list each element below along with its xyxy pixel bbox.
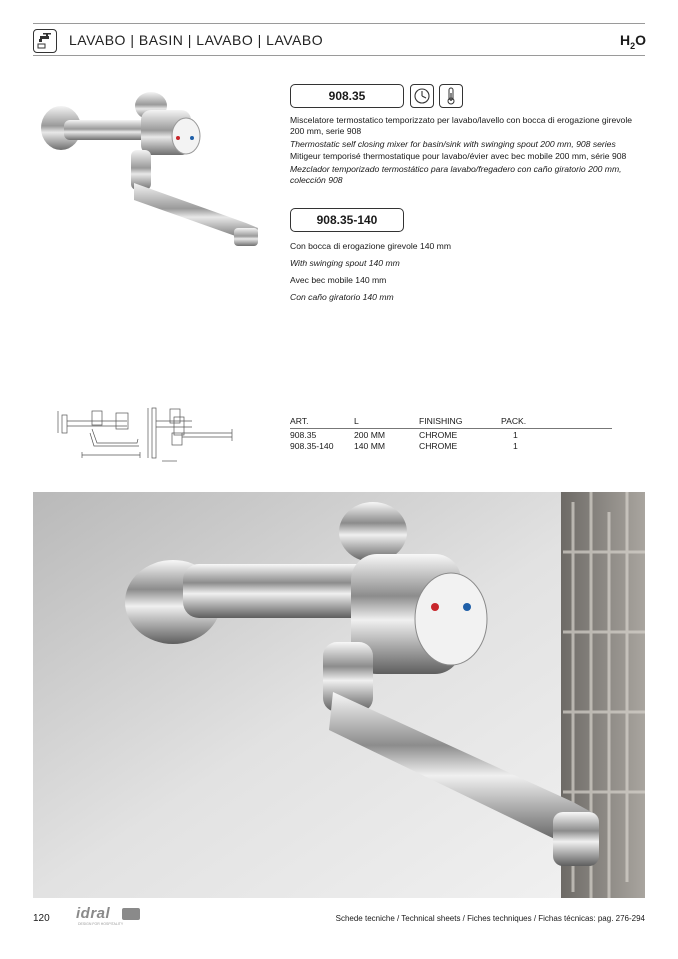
header-pack: PACK. bbox=[501, 414, 612, 429]
product-code: 908.35 bbox=[290, 84, 404, 108]
spec-table bbox=[290, 414, 612, 451]
h2o-brand: $H_2O$ bbox=[619, 32, 646, 51]
brand-tagline: DESIGN FOR HOSPITALITY bbox=[78, 922, 124, 926]
cell-pack: 1 bbox=[513, 440, 518, 451]
cell-finishing: CHROME bbox=[419, 429, 458, 440]
header-art: ART. bbox=[290, 414, 354, 429]
variant-code: 908.35-140 bbox=[290, 208, 404, 232]
product-image bbox=[36, 88, 266, 263]
lifestyle-photo bbox=[33, 492, 645, 898]
description-it: Miscelatore termostatico temporizzato per lavabo/lavello con bocca di erogazione girevole 200 mm, serie 908 bbox=[290, 115, 633, 136]
page-title: LAVABO | BASIN | LAVABO | LAVABO bbox=[69, 32, 324, 48]
timer-icon bbox=[410, 84, 434, 108]
cell-length: 140 MM bbox=[354, 440, 386, 451]
variant-description-es: Con caño giratorio 140 mm bbox=[290, 292, 394, 302]
brand-logo: idral bbox=[76, 905, 111, 922]
variant-description-it: Con bocca di erogazione girevole 140 mm bbox=[290, 241, 451, 251]
cell-art: 908.35 bbox=[290, 429, 317, 440]
description-fr: Mitigeur temporisé thermostatique pour lavabo/évier avec bec mobile 200 mm, série 908 bbox=[290, 151, 627, 161]
description-en: Thermostatic self closing mixer for basin/sink with swinging spout 200 mm, 908 series bbox=[290, 138, 616, 149]
product-description bbox=[290, 115, 645, 187]
cell-length: 200 MM bbox=[354, 429, 386, 440]
technical-drawing bbox=[52, 403, 242, 475]
spec-table-header bbox=[290, 414, 612, 429]
cell-pack: 1 bbox=[513, 429, 518, 440]
variant-description-fr: Avec bec mobile 140 mm bbox=[290, 275, 387, 285]
category-icon bbox=[33, 29, 57, 53]
cell-art: 908.35-140 bbox=[290, 440, 334, 451]
cell-finishing: CHROME bbox=[419, 440, 458, 451]
variant-description-en: With swinging spout 140 mm bbox=[290, 258, 400, 268]
thermometer-icon bbox=[439, 84, 463, 108]
brand-logo-mark bbox=[122, 908, 140, 920]
header-top-rule bbox=[33, 23, 645, 24]
table-row bbox=[290, 429, 612, 441]
variant-description bbox=[290, 239, 645, 307]
header-bottom-rule bbox=[33, 55, 645, 56]
technical-sheets-reference: Schede tecniche / Technical sheets / Fiches techniques / Fichas técnicas: pag. 276-294 bbox=[335, 914, 645, 923]
header-finishing: FINISHING bbox=[419, 414, 501, 429]
description-es: Mezclador temporizado termostático para lavabo/fregadero con caño giratorio 200 mm, colección 908 bbox=[290, 163, 622, 185]
header-length: L bbox=[354, 414, 419, 429]
page-number: 120 bbox=[33, 913, 50, 924]
table-row bbox=[290, 440, 612, 451]
